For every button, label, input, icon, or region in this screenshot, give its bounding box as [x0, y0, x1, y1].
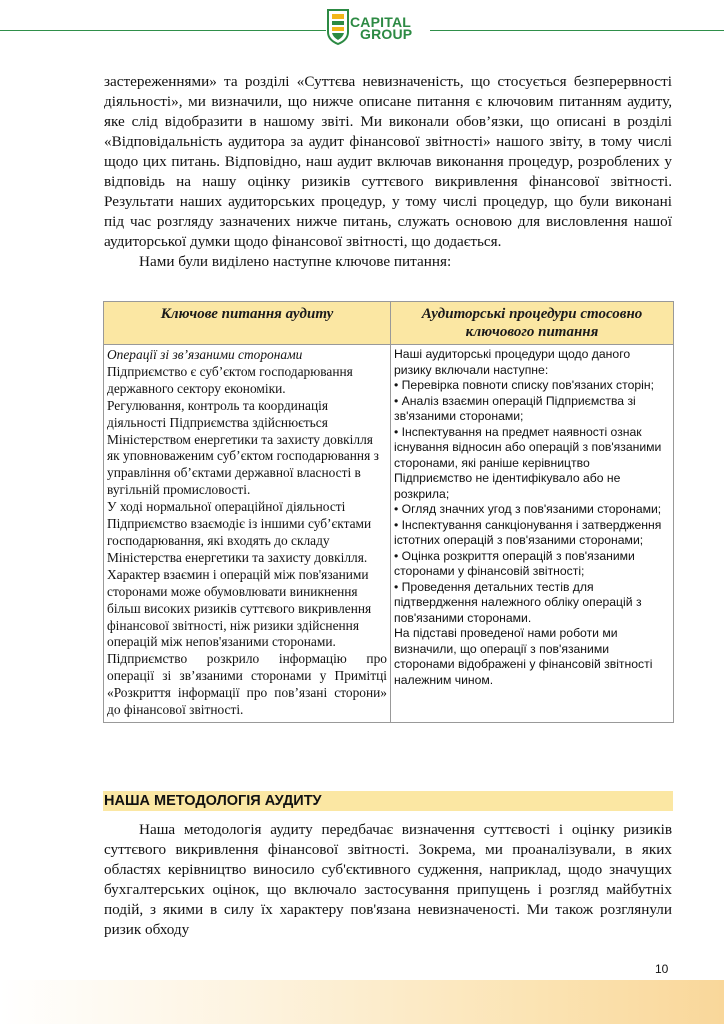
key-matter-paragraph: Регулювання, контроль та координація діяльності Підприємства здійснюється Міністерством енергетики та захисту довкілля як уповноваженим суб’єктом господарювання з управління об’єктами державної власності в вугільній промисловості. [107, 397, 379, 498]
page-number: 10 [655, 962, 669, 976]
procedure-item: • Проведення детальних тестів для підтвердження належного обліку операцій з пов'язаними сторонами. [394, 579, 642, 625]
procedure-item: • Перевірка повноти списку пов'язаних сторін; [394, 378, 654, 392]
audit-procedures-cell [391, 345, 674, 723]
logo-text-capital: CAPITAL [350, 14, 412, 30]
section-heading-methodology: НАША МЕТОДОЛОГІЯ АУДИТУ [103, 791, 673, 811]
footer-gradient-band [0, 980, 724, 1024]
intro-paragraph: застереженнями» та розділі «Суттєва невизначеність, що стосується безперервності діяльності», ми визначили, що нижче описане питання є ключовим питанням аудиту, яке слід відобразити в нашому звіті. Ми виконали обов’язки, що описані в розділі «Відповідальність аудитора за аудит фінансової звітності» нашого звіту, в тому числі щодо цих питань. Відповідно, наш аудит включав виконання процедур, розроблених у відповідь на нашу оцінку ризиків суттєвого викривлення фінансової звітності. Результати наших аудиторських процедур, у тому числі процедур, що були виконані під час розгляду зазначених нижче питань, служать основою для висловлення нашої аудиторської думки щодо фінансової звітності, що додається. [104, 73, 672, 250]
methodology-text [104, 820, 672, 940]
key-audit-matters-table [103, 301, 674, 723]
key-matter-title: Операції зі зв’язаними сторонами [107, 347, 303, 362]
procedure-item: • Огляд значних угод з пов'язаними сторонами; [394, 502, 662, 516]
key-matter-paragraph: Характер взаємин і операцій між пов'язаними сторонами може обумовлювати виникнення більш високих ризиків суттєвого викривлення фінансової звітності, ніж ризики здійснення операцій між непов'язаними сторонами. [107, 566, 372, 650]
intro-text [104, 72, 672, 272]
key-matter-paragraph: Підприємство є суб’єктом господарювання державного сектору економіки. [107, 363, 353, 396]
methodology-paragraph: Наша методологія аудиту передбачає визначення суттєвості і оцінку ризиків суттєвого викривлення фінансової звітності. Зокрема, ми проаналізували, в яких областях керівництво виносило суб'єктивного судження, наприклад, щодо значущих бухгалтерських оцінок, що включало застосування припущень і розгляд майбутніх подій, з якими в силу їх характеру пов'язана невизначеності. Ми також розглянули ризик обходу [104, 821, 672, 938]
key-matter-paragraph: Підприємство розкрило інформацію про операції зі зв’язаними сторонами у Примітці «Розкриття інформації про пов’язані сторони» до фінансової звітності. [107, 651, 387, 718]
procedures-intro: Наші аудиторські процедури щодо даного ризику включали наступне: [394, 347, 631, 377]
header-key-matter: Ключове питання аудиту [104, 302, 391, 345]
company-logo [326, 6, 430, 46]
procedure-item: • Аналіз взаємин операцій Підприємства зі зв'язаними сторонами; [394, 393, 636, 423]
key-matter-cell [104, 345, 391, 723]
procedure-item: • Інспектування санкціонування і затвердження істотних операцій з пов'язаними сторонами; [394, 517, 662, 547]
logo-text-group: GROUP [360, 26, 413, 42]
key-matter-paragraph: У ході нормальної операційної діяльності Підприємство взаємодіє із іншими суб’єктами господарювання, які входять до складу Міністерства енергетики та захисту довкілля. [107, 499, 372, 565]
table-header-row [104, 302, 674, 345]
procedure-item: • Оцінка розкриття операцій з пов'язаними сторонами у фінансовій звітності; [394, 548, 635, 578]
intro-lead-line: Нами були виділено наступне ключове питання: [139, 253, 452, 270]
table-row [104, 345, 674, 723]
procedure-item: • Інспектування на предмет наявності ознак існування відносин або операцій з пов'язаними сторонами, які раніше керівництво Підприємство не ідентифікувало або не розкрила; [394, 424, 662, 501]
header-audit-procedures: Аудиторські процедури стосовно ключового питання [391, 302, 674, 345]
procedures-conclusion: На підставі проведеної нами роботи ми визначили, що операції з пов'язаними сторонами відображені у фінансовій звітності належним чином. [394, 626, 653, 687]
